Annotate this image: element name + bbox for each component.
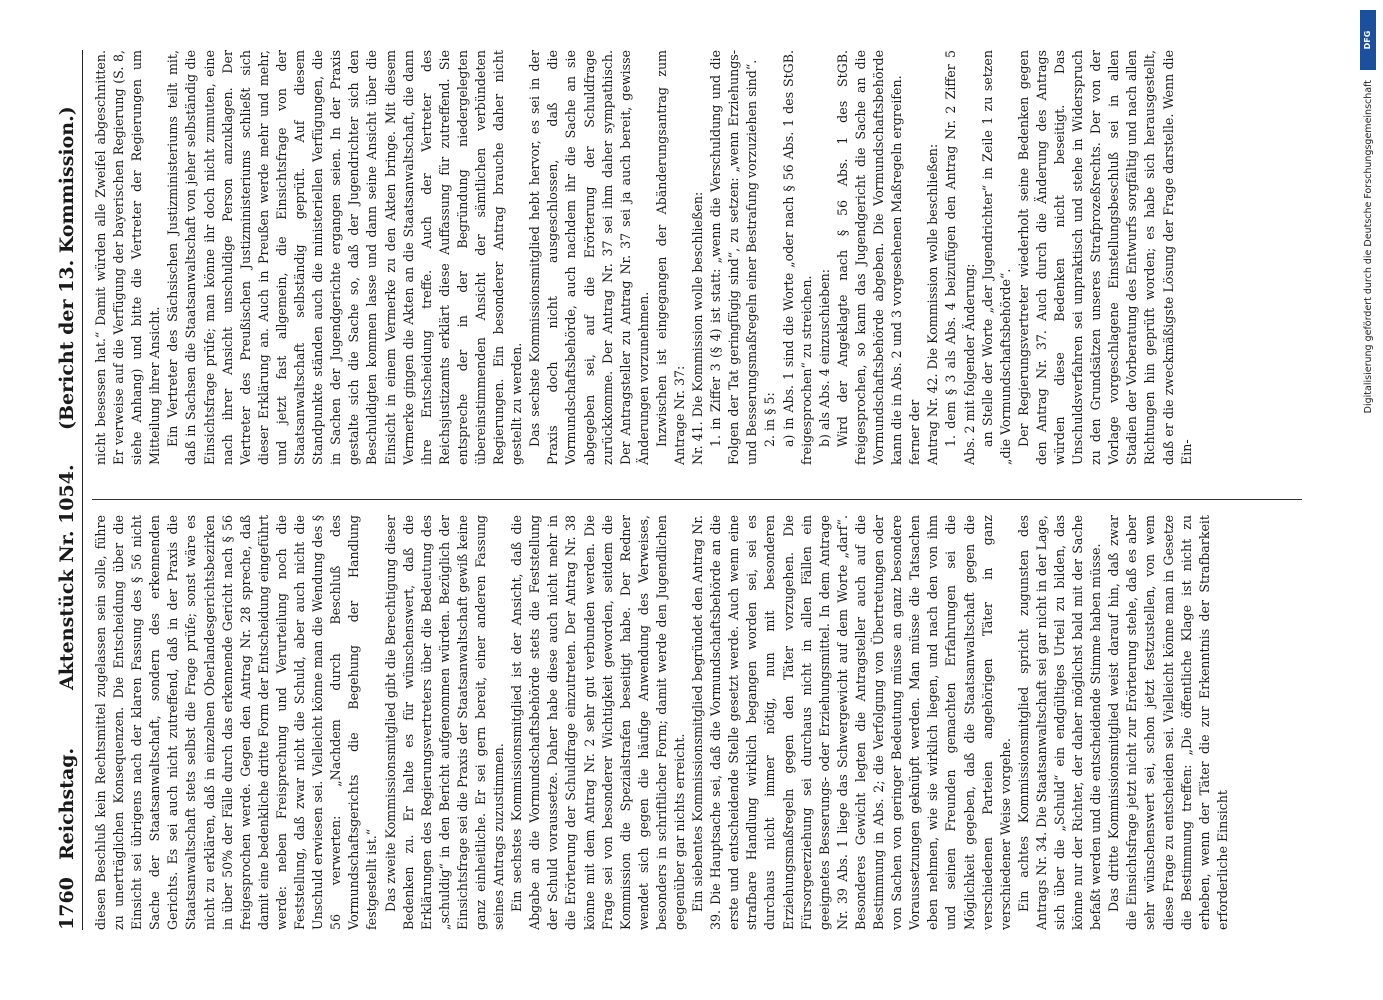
paragraph: Das sechste Kommissionsmitglied hebt hervor, es sei in der Praxis doch nicht ausgeschlossen, daß die Vormundschaftsbehörde, auch nachdem ihr die Sache an sie abgegeben sei, auf die Erörterung der Schuldfrage zurückkomme. Der Antrag Nr. 37 sei ihm daher sympathisch. Der Antragsteller zu Antrag Nr. 37 sei ja auch bereit, gewisse Änderungen vorzunehmen. [527,50,651,465]
column-divider [92,499,1302,500]
list-item: b) als Abs. 4 einzuschieben: [816,269,832,447]
paragraph: nicht besessen hat.“ Damit würden alle Zweifel abgeschnitten. Er verweise auf die Verfügung der bayerischen Regierung (S. 8, siehe Anhang) und bitte die Vertreter der Regierungen um Mitteilung ihrer Ansicht. [93,50,163,465]
list-item: 1. dem § 3 als Abs. 4 beizufügen den Antrag Nr. 2 Ziffer 5 Abs. 2 mit folgender Änderung: [943,50,977,465]
paragraph: Der Regierungsvertreter wiederholt seine Bedenken gegen den Antrag Nr. 37. Auch durch die Änderung des Antrags würden diese Bedenken nicht beseitigt. Das Unschuldsverfahren sei unpraktisch und stehe in Widerspruch zu den Grundsätzen unseres Strafprozeßrechts. Der von der Vorlage vorgeschlagene Einstellungsbeschluß sei in allen Stadien der Vorberatung des Entwurfs sorgfältig und nach allen Richtungen hin geprüft worden; es habe sich herausgestellt, daß er die zweckmäßigste Lösung der Frage darstelle. Wenn die Ein- [1015,50,1194,465]
paragraph: Ein Vertreter des Sächsischen Justizministeriums teilt mit, daß in Sachsen die Staatsanwaltschaft von jeher selbständig die Einsichtsfrage prüfe; man könne ihr doch nicht zumuten, eine nach ihrer Ansicht unschuldige Person anzuklagen. Der Vertreter des Preußischen Justizministeriums schließt sich dieser Erklärung an. Auch in Preußen werde mehr und mehr, und jetzt fast allgemein, die Einsichtsfrage von der Staatsanwaltschaft selbständig geprüft. Auf diesem Standpunkte ständen auch die ministeriellen Verfügungen, die in Sachen der Jugendgerichte ergangen seien. In der Praxis gestalte sich die Sache so, daß der Jugendrichter sich den Beschuldigten kommen lasse und dann seine Ansicht über die Einsicht in einem Vermerke zu den Akten bringe. Mit diesem Vermerke gingen die Akten an die Staatsanwaltschaft, die dann ihre Entscheidung treffe. Auch der Vertreter des Reichsjustizamts erklärt diese Auffassung für zutreffend. Sie entspreche der in der Begründung niedergelegten übereinstimmenden Ansicht der sämtlichen verbündeten Regierungen. Ein besonderer Antrag brauche daher nicht gestellt zu werden. [165,50,525,465]
paragraph: diesen Beschluß kein Rechtsmittel zugelassen sein solle, führe zu unerträglichen Konsequenzen. Die Entscheidung über die Einsicht sei übrigens nach der klaren Fassung des § 56 nicht Sache der Staatsanwaltschaft, sondern des erkennenden Gerichts. Es sei auch nicht zutreffend, daß in der Praxis die Staatsanwaltschaft stets selbst die Frage prüfe; sonst wäre es nicht zu erklären, daß in einzelnen Oberlandesgerichtsbezirken in über 50% der Fälle durch das erkennende Gericht nach § 56 freigesprochen werde. Gegen den Antrag Nr. 28 spreche, daß damit eine bedenkliche dritte Form der Entscheidung eingeführt werde: neben Freisprechung und Verurteilung noch die Feststellung, daß zwar nicht die Schuld, aber auch nicht die Unschuld erwiesen sei. Vielleicht könne man die Wendung des § 56 verwerten: „Nachdem durch Beschluß des Vormundschaftsgerichts die Begehung der Handlung festgestellt ist.“ [93,515,380,930]
right-column [92,50,1302,465]
page-header [52,50,83,930]
paragraph: Ein siebentes Kommissionsmitglied begründet den Antrag Nr. 39. Die Hauptsache sei, daß die Vormundschaftsbehörde an die erste und entscheidende Stelle gesetzt werde. Auch wenn eine strafbare Handlung wirklich begangen worden sei, sei es durchaus nicht immer nötig, nun mit besonderen Erziehungsmaßregeln gegen den Täter vorzugehen. Die Fürsorgeerziehung sei durchaus nicht in allen Fällen ein geeignetes Besserungs- oder Erziehungsmittel. In dem Antrage Nr. 39 Abs. 1 liege das Schwergewicht auf dem Worte „darf“. Besonderes Gewicht legten die Antragsteller auch auf die Bestimmung in Abs. 2; die Verfolgung von Übertretungen oder von Sachen von geringer Bedeutung müsse an ganz besondere Voraussetzungen geknüpft werden. Man müsse die Tatsachen eben nehmen, wie sie wirklich liegen, und nach den von ihm und seinen Freunden gemachten Erfahrungen sei die Möglichkeit gegeben, daß die Staatsanwaltschaft gegen die verschiedenen Parteien angehörigen Täter in ganz verschiedener Weise vorgehe. [690,515,1013,930]
paragraph: Das zweite Kommissionsmitglied gibt die Berechtigung dieser Bedenken zu. Er halte es für wünschenswert, daß die Erklärungen des Regierungsvertreters über die Bedeutung des „schuldig“ in den Bericht aufgenommen würden. Bezüglich der Einsichtsfrage sei die Praxis der Staatsanwaltschaft gewiß keine ganz einheitliche. Er sei gern bereit, einer anderen Fassung seines Antrags zuzustimmen. [382,515,507,930]
list-item: 2. in § 5: [762,392,778,447]
report-title: (Bericht der 13. Kommission.) [56,106,78,430]
paragraph: Inzwischen ist eingegangen der Abänderungsantrag zum Antrage Nr. 37: [653,50,687,465]
list-item: 1. in Ziffer 3 (§ 4) ist statt: „wenn die Verschuldung und die Folgen der Tat geringfügig sind“, zu setzen: „wenn Erziehungs- und Besserungsmaßregeln einer Bestrafung vorzuziehen sind“. [708,50,760,465]
document-number: Aktenstück Nr. 1054. [56,464,78,690]
motion-heading: Antrag Nr. 42. Die Kommission wolle beschließen: [925,143,941,465]
paragraph: Ein sechstes Kommissionsmitglied ist der Ansicht, daß die Abgabe an die Vormundschaftsbehörde stets die Feststellung der Schuld voraussetze. Daher habe diese auch nicht mehr in die Erörterung der Schuldfrage einzutreten. Der Antrag Nr. 38 könne mit dem Antrag Nr. 2 sehr gut verbunden werden. Die Frage sei von besonderer Wichtigkeit geworden, seitdem die Kommission die Spezialstrafen beseitigt habe. Der Redner wendet sich gegen die häufige Anwendung des Verweises, besonders in schriftlicher Form; damit werde den Jugendlichen gegenüber gar nichts erreicht. [509,515,687,930]
motion-heading: Nr. 41. Die Kommission wolle beschließen: [690,191,706,465]
left-column [92,515,1302,930]
list-item: Wird der Angeklagte nach § 56 Abs. 1 des StGB. freigesprochen, so kann das Jugendgericht die Sache an die Vormundschaftsbehörde abgeben. Die Vormundschaftsbehörde kann die in Abs. 2 und 3 vorgesehenen Maßregeln ergreifen. [834,50,905,465]
list-item: a) in Abs. 1 sind die Worte „oder nach § 56 Abs. 1 des StGB. freigesprochen“ zu streichen. [780,50,814,465]
digitization-credit: Digitalisierung gefördert durch die Deutsche Forschungsgemeinschaft [1363,80,1374,414]
list-item: an Stelle der Worte „der Jugendrichter“ in Zeile 1 zu setzen „die Vormundschaftsbehörde“. [979,50,1013,465]
page-number: 1760 [56,877,78,930]
dfg-logo: DFG [1360,10,1376,70]
assembly-name: Reichstag. [56,747,78,860]
paragraph: Ein achtes Kommissionsmitglied spricht zugunsten des Antrags Nr. 34. Die Staatsanwaltschaft sei gar nicht in der Lage, sich über die „Schuld“ ein endgültiges Urteil zu bilden, das könne nur der Richter, der daher möglichst bald mit der Sache befaßt werden und die entscheidende Stimme haben müsse. [1015,515,1104,930]
paragraph: ferner der [907,399,923,465]
paragraph: Das dritte Kommissionsmitglied weist darauf hin, daß zwar die Einsichtsfrage jetzt nicht zur Erörterung stehe, daß es aber sehr wünschenswert sei, schon jetzt festzustellen, von wem diese Frage zu entscheiden sei. Vielleicht könne man in Gesetze die Bestimmung treffen: „Die öffentliche Klage ist nicht zu erheben, wenn der Täter die zur Erkenntnis der Strafbarkeit erforderliche Einsicht [1106,515,1230,930]
